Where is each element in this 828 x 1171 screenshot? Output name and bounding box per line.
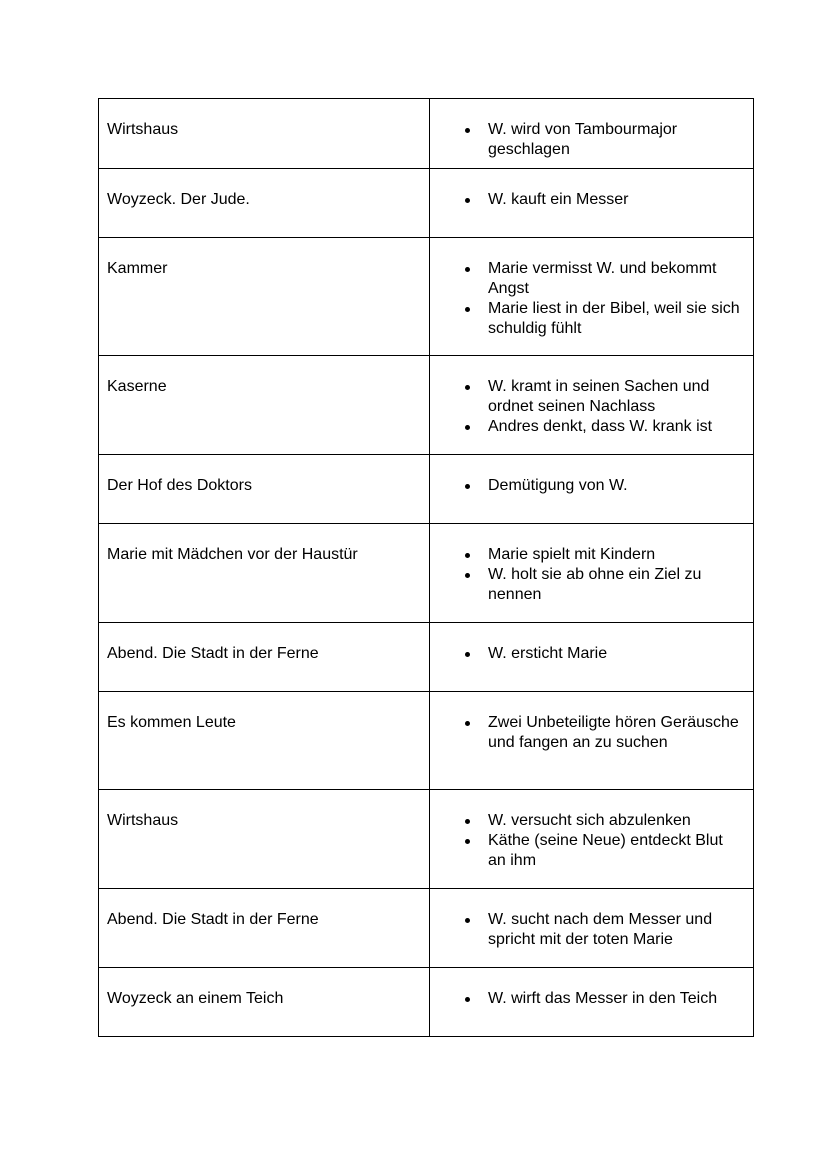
scene-cell: Der Hof des Doktors bbox=[99, 455, 430, 524]
event-item: Käthe (seine Neue) entdeckt Blut an ihm bbox=[488, 831, 745, 871]
table-row bbox=[99, 968, 754, 1037]
event-item: Demütigung von W. bbox=[488, 476, 745, 496]
event-list bbox=[430, 811, 745, 871]
event-list bbox=[430, 644, 745, 664]
events-cell bbox=[430, 524, 754, 623]
events-cell bbox=[430, 99, 754, 169]
event-list bbox=[430, 377, 745, 437]
event-item: W. versucht sich abzulenken bbox=[488, 811, 745, 831]
event-list bbox=[430, 476, 745, 496]
events-cell bbox=[430, 356, 754, 455]
table-row bbox=[99, 238, 754, 356]
scene-cell: Woyzeck an einem Teich bbox=[99, 968, 430, 1037]
table-row bbox=[99, 790, 754, 889]
scene-cell: Kammer bbox=[99, 238, 430, 356]
event-list bbox=[430, 259, 745, 339]
event-list bbox=[430, 190, 745, 210]
event-list bbox=[430, 545, 745, 605]
event-item: Zwei Unbeteiligte hören Geräusche und fangen an zu suchen bbox=[488, 713, 745, 753]
event-list bbox=[430, 713, 745, 753]
scene-cell: Abend. Die Stadt in der Ferne bbox=[99, 623, 430, 692]
events-cell bbox=[430, 790, 754, 889]
event-item: W. ersticht Marie bbox=[488, 644, 745, 664]
scene-table bbox=[98, 98, 754, 1037]
events-cell bbox=[430, 623, 754, 692]
scene-cell: Marie mit Mädchen vor der Haustür bbox=[99, 524, 430, 623]
events-cell bbox=[430, 238, 754, 356]
table-row bbox=[99, 356, 754, 455]
events-cell bbox=[430, 692, 754, 790]
table-row bbox=[99, 99, 754, 169]
event-item: W. wirft das Messer in den Teich bbox=[488, 989, 745, 1009]
table-row bbox=[99, 623, 754, 692]
event-item: W. kramt in seinen Sachen und ordnet seinen Nachlass bbox=[488, 377, 745, 417]
scene-cell: Kaserne bbox=[99, 356, 430, 455]
table-row bbox=[99, 692, 754, 790]
event-item: Marie liest in der Bibel, weil sie sich schuldig fühlt bbox=[488, 299, 745, 339]
event-list bbox=[430, 910, 745, 950]
event-item: W. sucht nach dem Messer und spricht mit der toten Marie bbox=[488, 910, 745, 950]
events-cell bbox=[430, 455, 754, 524]
scene-cell: Wirtshaus bbox=[99, 99, 430, 169]
table-row bbox=[99, 455, 754, 524]
table-row bbox=[99, 889, 754, 968]
scene-cell: Es kommen Leute bbox=[99, 692, 430, 790]
event-item: Andres denkt, dass W. krank ist bbox=[488, 417, 745, 437]
events-cell bbox=[430, 968, 754, 1037]
scene-cell: Woyzeck. Der Jude. bbox=[99, 169, 430, 238]
event-item: Marie vermisst W. und bekommt Angst bbox=[488, 259, 745, 299]
event-list bbox=[430, 120, 745, 160]
event-item: W. holt sie ab ohne ein Ziel zu nennen bbox=[488, 565, 745, 605]
event-item: Marie spielt mit Kindern bbox=[488, 545, 745, 565]
events-cell bbox=[430, 169, 754, 238]
events-cell bbox=[430, 889, 754, 968]
event-item: W. kauft ein Messer bbox=[488, 190, 745, 210]
table-row bbox=[99, 524, 754, 623]
event-item: W. wird von Tambourmajor geschlagen bbox=[488, 120, 745, 160]
event-list bbox=[430, 989, 745, 1009]
table-row bbox=[99, 169, 754, 238]
scene-cell: Abend. Die Stadt in der Ferne bbox=[99, 889, 430, 968]
scene-cell: Wirtshaus bbox=[99, 790, 430, 889]
